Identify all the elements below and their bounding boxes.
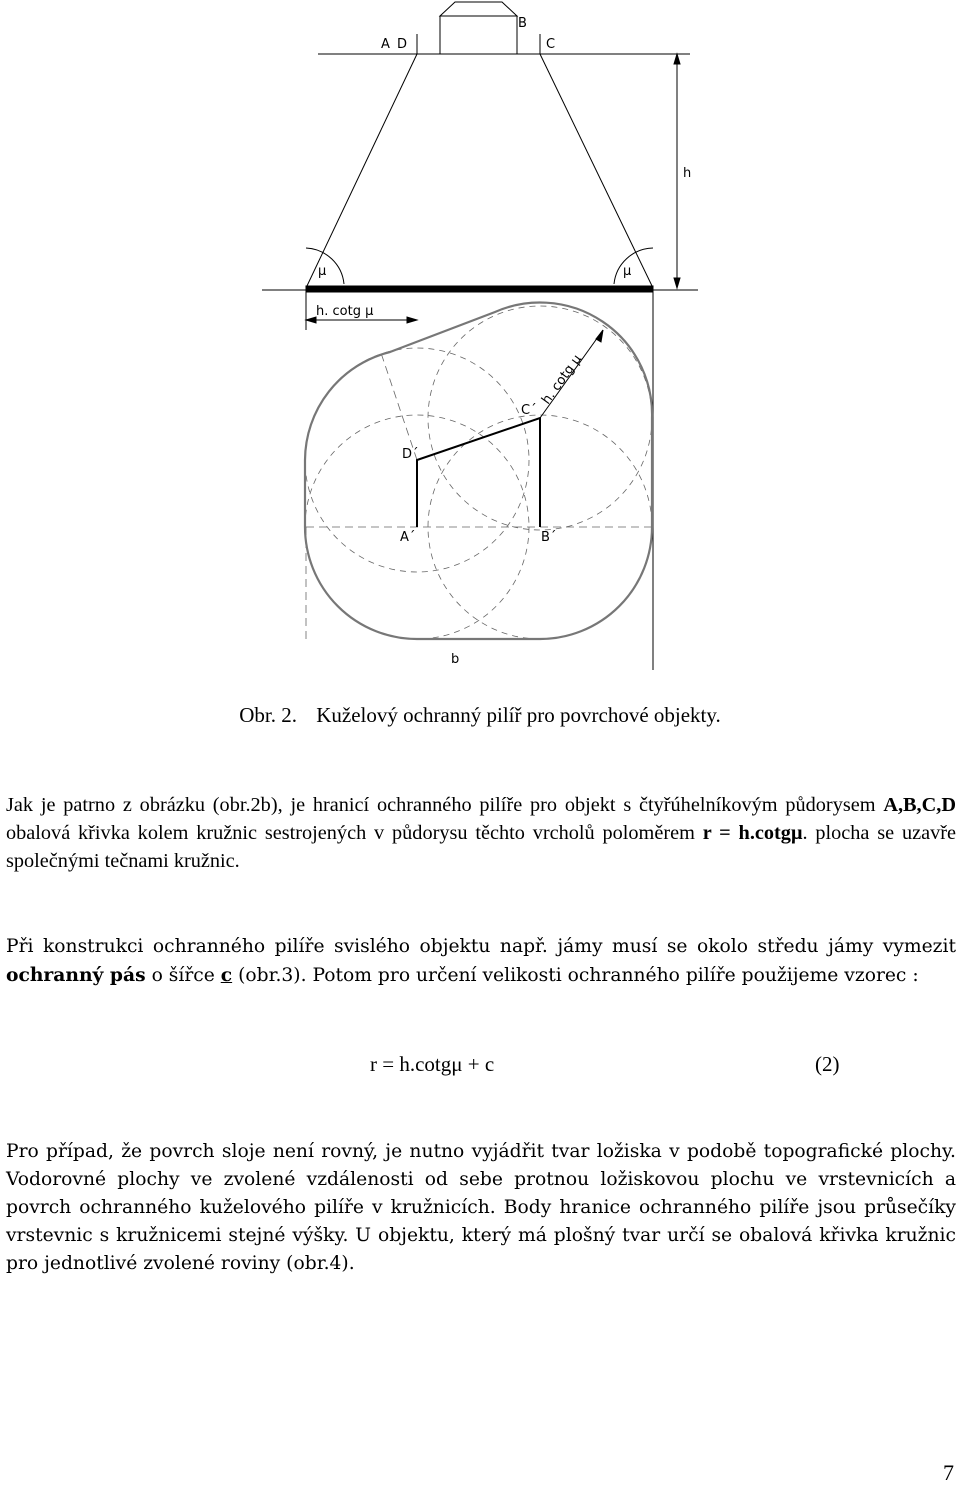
label-h-cotg-horizontal: h. cotg μ	[316, 304, 374, 319]
paragraph2-width-symbol: c	[220, 964, 233, 986]
caption-number: Obr. 2.	[239, 703, 297, 727]
height-arrow-top	[674, 54, 680, 64]
paragraph-vertical-object	[6, 933, 956, 990]
paragraph3-text1: Pro případ, že povrch sloje není rovný, je nutno vyjádřit tvar ložiska v podobě topografické plochy.	[6, 1141, 956, 1162]
paragraph1-vertices: A,B,C,D	[883, 794, 956, 816]
object-footprint	[417, 418, 540, 527]
label-mu-right: μ	[623, 264, 632, 279]
paragraph1-text3: . plocha se uzavře společnými tečnami kružnic.	[6, 822, 957, 872]
paragraph1-text1: Jak je patrno z obrázku (obr.2b), je hranicí ochranného pilíře pro objekt s čtyřúhelníkovým půdorysem	[6, 794, 884, 816]
label-mu-left: μ	[318, 264, 327, 279]
label-b-prime: B´	[541, 530, 557, 545]
paragraph2-text1: Při konstrukci ochranného pilíře svislého objektu např. jámy musí se okolo středu jámy vymezit	[6, 936, 956, 957]
label-d-prime: D´	[402, 447, 419, 462]
radius-arrow	[596, 330, 603, 342]
plan-view	[305, 303, 653, 640]
radius-circles	[305, 306, 652, 639]
cone-side-right	[540, 54, 653, 288]
label-c-prime: C´	[521, 403, 537, 418]
formula-expression: r = h.cotgμ + c	[370, 1052, 495, 1076]
building-roof	[440, 2, 517, 16]
paragraph3-text2: Vodorovné plochy ve zvolené vzdálenosti od sebe protnou ložiskovou plochu ve vrstevnicích a povrch ochranného kuželového pilíře v kružnicích. Body hranice ochranného pilíře jsou průsečíky vrstevnic s kružnicemi stejné výšky. U objektu, který má plošný tvar určí se obalová křivka kružnic pro jednotlivé zvolené roviny (obr.4).	[6, 1169, 956, 1274]
label-d: D	[397, 37, 408, 52]
paragraph1-radius-formula: r = h.cotgμ	[702, 822, 803, 844]
horizontal-arrow-left	[306, 317, 316, 323]
label-a: A	[381, 37, 390, 52]
elevation-view	[262, 2, 698, 670]
paragraph-topographic	[6, 1138, 956, 1278]
figure-caption	[0, 703, 960, 728]
radius-d	[380, 350, 417, 460]
axis-lines	[306, 350, 653, 640]
height-arrow-bottom	[674, 278, 680, 288]
label-h: h	[683, 166, 692, 181]
figure-labels	[316, 16, 691, 667]
paragraph-envelope	[6, 791, 956, 875]
label-h-cotg-diagonal: h. cotg μ	[539, 352, 585, 408]
protective-pillar-figure	[0, 0, 960, 690]
formula-number: (2)	[815, 1052, 840, 1076]
label-b-bottom: b	[451, 652, 460, 667]
building-body	[440, 16, 517, 54]
horizontal-arrow-right	[407, 317, 417, 323]
page-number: 7	[943, 1460, 954, 1485]
caption-text: Kuželový ochranný pilíř pro povrchové objekty.	[316, 703, 721, 727]
label-a-prime: A´	[400, 530, 416, 545]
label-b: B	[518, 16, 527, 31]
angle-arc-right	[614, 248, 653, 284]
paragraph2-text2: o šířce	[145, 965, 221, 986]
envelope-curve	[305, 303, 652, 639]
paragraph2-text3: (obr.3). Potom pro určení velikosti ochranného pilíře použijeme vzorec :	[232, 965, 919, 986]
seam-layer	[306, 286, 653, 292]
label-c: C	[546, 37, 556, 52]
paragraph1-text2: obalová křivka kolem kružnic sestrojených v půdorysu těchto vrcholů poloměrem	[6, 822, 703, 844]
paragraph2-protective-strip: ochranný pás	[6, 964, 146, 986]
